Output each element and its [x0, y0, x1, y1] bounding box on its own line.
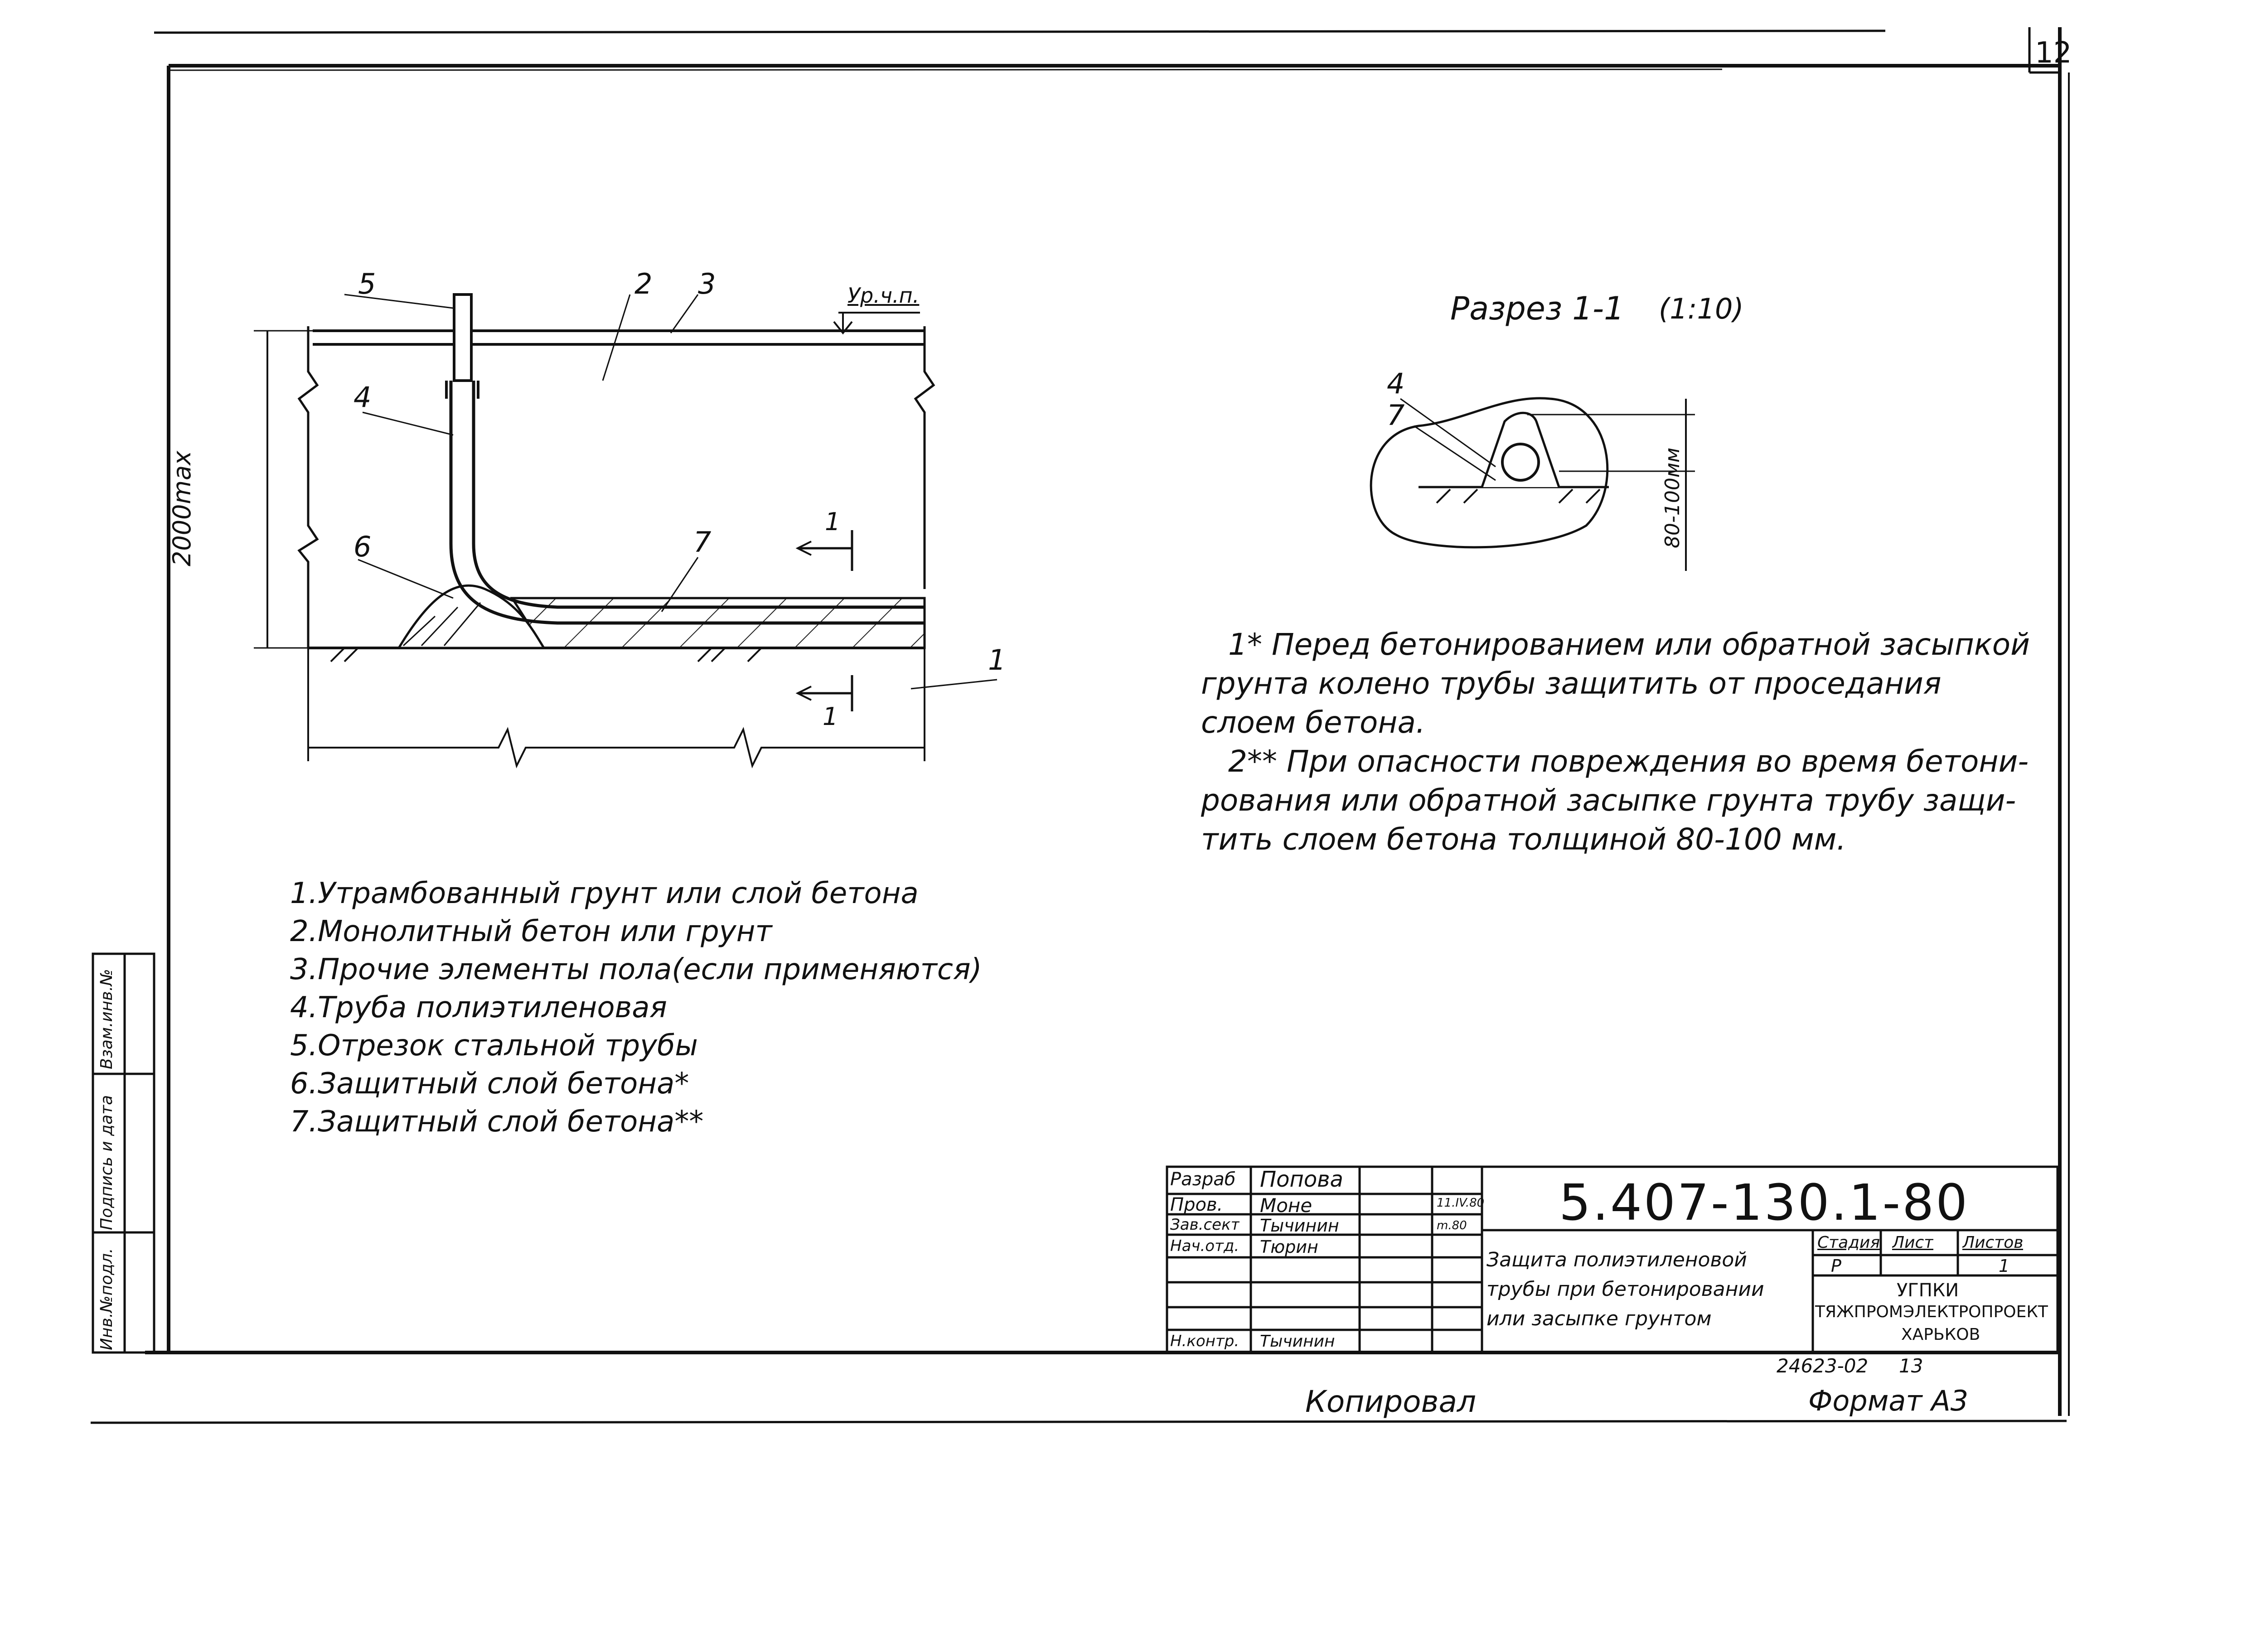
section-callout-4: 4: [1387, 367, 1405, 400]
role-norm-control: Н.контр.: [1170, 1332, 1240, 1350]
level-mark-label: Ур.ч.п.: [847, 283, 920, 308]
stamp-number: 24623-02: [1777, 1355, 1869, 1377]
role-checker: Пров.: [1170, 1194, 1223, 1215]
org-line: ХАРЬКОВ: [1901, 1325, 1980, 1344]
side-stamp-inventory: Инв.№подл.: [97, 1248, 116, 1350]
callout-5: 5: [358, 267, 376, 300]
description-line: трубы при бетонировании: [1486, 1278, 1764, 1301]
notes-block: [1201, 625, 2030, 859]
section-title: Разрез 1-1: [1450, 290, 1624, 327]
name-norm-control: Тычинин: [1260, 1332, 1335, 1351]
sheets-header: Листов: [1962, 1233, 2024, 1252]
section-mark-top: 1: [825, 507, 841, 536]
stage-header: Стадия: [1817, 1233, 1880, 1252]
callout-7: 7: [693, 526, 712, 559]
legend-item: 4.Труба полиэтиленовая: [290, 991, 667, 1024]
name-developer: Попова: [1260, 1167, 1343, 1192]
role-developer: Разраб: [1170, 1169, 1236, 1190]
section-scale: (1:10): [1659, 292, 1744, 325]
name-sector-head: Тычинин: [1260, 1216, 1339, 1236]
callout-3: 3: [698, 267, 716, 300]
date-sector: m.80: [1437, 1219, 1467, 1232]
top-edge-line: [154, 31, 1885, 33]
legend-item: 3.Прочие элементы пола(если применяются): [290, 953, 982, 986]
name-checker: Моне: [1260, 1194, 1312, 1217]
note-line: грунта колено трубы защитить от проседания: [1201, 666, 1942, 701]
date-developer: 11.IV.80: [1437, 1196, 1485, 1210]
role-dept-head: Нач.отд.: [1170, 1237, 1240, 1255]
legend-list: [290, 874, 982, 1141]
callout-1: 1: [988, 643, 1006, 676]
note-line: рования или обратной засыпке грунта трубу защи-: [1201, 783, 2016, 818]
role-sector-head: Зав.сект: [1170, 1216, 1240, 1234]
description-line: Защита полиэтиленовой: [1486, 1248, 1747, 1271]
side-stamp-replace: Взам.инв.№: [97, 969, 116, 1069]
legend-item: 7.Защитный слой бетона**: [290, 1105, 704, 1139]
note-line: 1* Перед бетонированием или обратной засыпкой: [1228, 627, 2030, 662]
note-line: слоем бетона.: [1201, 705, 1425, 740]
stage-value: Р: [1831, 1256, 1841, 1276]
drawing-code: 5.407-130.1-80: [1559, 1174, 1970, 1232]
height-dimension: 2000max: [168, 450, 196, 566]
sheet-header: Лист: [1892, 1233, 1934, 1252]
callout-6: 6: [353, 530, 372, 563]
bottom-edge-line: [91, 1421, 2067, 1423]
section-1-1-view: [1371, 398, 1695, 571]
note-line: 2** При опасности повреждения во время бетони-: [1228, 744, 2029, 779]
legend-item: 6.Защитный слой бетона*: [290, 1067, 689, 1101]
section-dimension: 80-100мм: [1661, 447, 1684, 548]
legend-item: 1.Утрамбованный грунт или слой бетона: [290, 877, 919, 910]
format-label: Формат А3: [1808, 1384, 1969, 1417]
section-callout-7: 7: [1387, 399, 1405, 432]
stamp-suffix: 13: [1899, 1355, 1923, 1377]
callout-4: 4: [353, 381, 372, 414]
description-line: или засыпке грунтом: [1486, 1307, 1712, 1330]
callout-2: 2: [634, 267, 653, 300]
copied-label: Копировал: [1305, 1384, 1477, 1419]
legend-item: 5.Отрезок стальной трубы: [290, 1029, 698, 1063]
org-line: ТЯЖПРОМЭЛЕКТРОПРОЕКТ: [1815, 1303, 2048, 1321]
section-mark-bottom: 1: [823, 702, 838, 731]
org-line: УГПКИ: [1897, 1280, 1959, 1301]
sheets-value: 1: [1999, 1256, 2010, 1276]
name-dept-head: Тюрин: [1260, 1237, 1318, 1257]
legend-item: 2.Монолитный бетон или грунт: [290, 915, 772, 948]
sheet-number: 12: [2035, 36, 2072, 70]
note-line: тить слоем бетона толщиной 80-100 мм.: [1201, 822, 1846, 857]
side-stamp-signature: Подпись и дата: [97, 1095, 116, 1230]
